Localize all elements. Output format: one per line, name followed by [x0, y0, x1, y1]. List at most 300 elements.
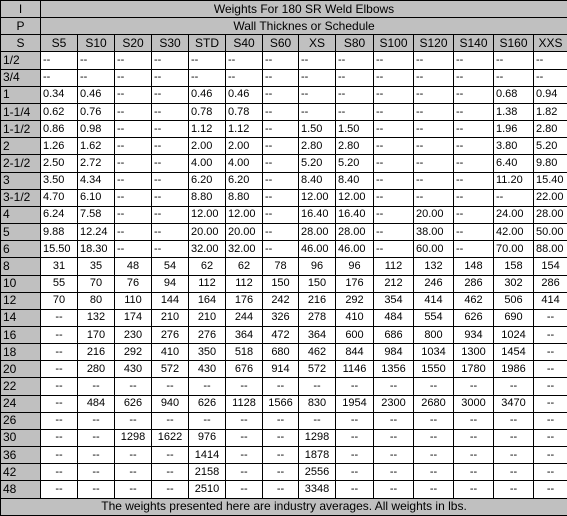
- weight-cell: --: [414, 138, 454, 155]
- weight-cell: --: [414, 69, 454, 86]
- weight-cell: --: [534, 378, 567, 395]
- weight-cell: --: [41, 429, 78, 446]
- weight-cell: --: [226, 52, 263, 69]
- weight-cell: --: [263, 103, 299, 120]
- weight-cell: 2.00: [189, 138, 226, 155]
- weight-cell: --: [454, 155, 494, 172]
- weight-cell: --: [152, 447, 189, 464]
- table-row: [1, 258, 567, 275]
- weight-cell: 280: [78, 361, 115, 378]
- weight-cell: 60.00: [414, 241, 454, 258]
- weight-cell: --: [189, 378, 226, 395]
- table-row: [1, 206, 567, 223]
- weight-cell: 2.80: [534, 121, 567, 138]
- weight-cell: --: [414, 412, 454, 429]
- weight-cell: --: [494, 464, 534, 481]
- weight-cell: 12.24: [78, 224, 115, 241]
- pipe-size-cell: 18: [1, 344, 41, 361]
- weight-cell: --: [263, 172, 299, 189]
- weight-cell: 1.62: [78, 138, 115, 155]
- weight-cell: --: [454, 241, 494, 258]
- weight-cell: --: [78, 464, 115, 481]
- weight-cell: 96: [336, 258, 374, 275]
- table-row: [1, 309, 567, 326]
- weight-cell: --: [152, 189, 189, 206]
- weight-cell: 88.00: [534, 241, 567, 258]
- weight-cell: 20.00: [414, 206, 454, 223]
- weight-cell: 1.50: [336, 121, 374, 138]
- weight-cell: --: [152, 52, 189, 69]
- weight-cell: 70: [41, 292, 78, 309]
- weight-cell: --: [534, 429, 567, 446]
- schedule-header: S80: [336, 35, 374, 52]
- weight-cell: --: [115, 138, 152, 155]
- weight-cell: --: [336, 447, 374, 464]
- weight-cell: 286: [454, 275, 494, 292]
- weight-cell: --: [78, 412, 115, 429]
- weight-cell: --: [374, 481, 414, 498]
- weight-cell: 354: [374, 292, 414, 309]
- weight-cell: --: [494, 481, 534, 498]
- weight-cell: 472: [263, 326, 299, 343]
- weight-cell: --: [374, 378, 414, 395]
- weight-cell: --: [152, 206, 189, 223]
- footer-note: The weights presented here are industry averages. All weights in lbs.: [1, 498, 567, 515]
- pipe-size-cell: 1-1/2: [1, 121, 41, 138]
- weight-cell: --: [189, 52, 226, 69]
- table-row: [1, 275, 567, 292]
- pipe-size-cell: 4: [1, 206, 41, 223]
- weight-cell: --: [374, 224, 414, 241]
- weight-cell: --: [115, 447, 152, 464]
- weight-cell: 216: [299, 292, 336, 309]
- weight-cell: 830: [299, 395, 336, 412]
- weight-cell: 242: [263, 292, 299, 309]
- schedule-header: S140: [454, 35, 494, 52]
- weight-cell: 1878: [299, 447, 336, 464]
- weight-cell: --: [41, 378, 78, 395]
- table-row: [1, 395, 567, 412]
- weight-cell: --: [454, 429, 494, 446]
- weight-cell: --: [454, 103, 494, 120]
- pipe-size-cell: 2-1/2: [1, 155, 41, 172]
- weight-cell: --: [263, 464, 299, 481]
- weight-cell: --: [226, 429, 263, 446]
- weight-cell: --: [454, 138, 494, 155]
- pipe-size-cell: 3: [1, 172, 41, 189]
- weight-cell: --: [494, 189, 534, 206]
- weight-cell: 6.40: [494, 155, 534, 172]
- weight-cell: --: [152, 241, 189, 258]
- weight-cell: 148: [454, 258, 494, 275]
- pipe-size-cell: 42: [1, 464, 41, 481]
- weight-cell: 1128: [226, 395, 263, 412]
- weight-cell: 1034: [414, 344, 454, 361]
- weight-cell: --: [78, 52, 115, 69]
- weight-cell: --: [374, 172, 414, 189]
- table-row: [1, 292, 567, 309]
- weight-cell: 46.00: [336, 241, 374, 258]
- weight-cell: 16.40: [299, 206, 336, 223]
- weight-cell: --: [41, 309, 78, 326]
- table-row: [1, 344, 567, 361]
- weight-cell: --: [414, 429, 454, 446]
- weight-cell: --: [41, 464, 78, 481]
- table-row: [1, 241, 567, 258]
- weight-cell: 12.00: [336, 189, 374, 206]
- weight-cell: --: [534, 326, 567, 343]
- weight-cell: 302: [494, 275, 534, 292]
- table-row: [1, 378, 567, 395]
- weight-cell: --: [152, 121, 189, 138]
- weight-cell: --: [115, 378, 152, 395]
- weight-cell: 112: [374, 258, 414, 275]
- weight-cell: 2.80: [336, 138, 374, 155]
- weight-cell: 94: [152, 275, 189, 292]
- footer-row: [1, 498, 567, 515]
- weight-cell: 572: [299, 361, 336, 378]
- weight-cell: 170: [78, 326, 115, 343]
- schedule-header: S160: [494, 35, 534, 52]
- weight-cell: --: [336, 69, 374, 86]
- weight-cell: 0.46: [78, 86, 115, 103]
- weight-cell: --: [374, 189, 414, 206]
- weight-cell: 276: [152, 326, 189, 343]
- weight-cell: --: [226, 481, 263, 498]
- weight-cell: 1.82: [534, 103, 567, 120]
- table-row: [1, 481, 567, 498]
- weight-cell: 572: [152, 361, 189, 378]
- weight-cell: 680: [263, 344, 299, 361]
- weight-cell: --: [454, 69, 494, 86]
- weight-cell: --: [152, 224, 189, 241]
- weight-cell: 32.00: [226, 241, 263, 258]
- weight-cell: 276: [189, 326, 226, 343]
- weight-cell: 15.50: [41, 241, 78, 258]
- weight-cell: 22.00: [534, 189, 567, 206]
- weight-cell: 0.86: [41, 121, 78, 138]
- weight-cell: 174: [115, 309, 152, 326]
- weight-cell: 42.00: [494, 224, 534, 241]
- table-row: [1, 138, 567, 155]
- weight-cell: --: [374, 464, 414, 481]
- weight-cell: --: [414, 121, 454, 138]
- weight-cell: --: [41, 344, 78, 361]
- weight-cell: 0.62: [41, 103, 78, 120]
- weight-cell: 154: [534, 258, 567, 275]
- weight-cell: 4.00: [189, 155, 226, 172]
- pipe-size-cell: 22: [1, 378, 41, 395]
- weight-cell: --: [494, 429, 534, 446]
- weight-cell: 8.80: [189, 189, 226, 206]
- weight-cell: --: [263, 189, 299, 206]
- weight-cell: 0.46: [189, 86, 226, 103]
- weight-cell: 80: [78, 292, 115, 309]
- weight-cell: 24.00: [494, 206, 534, 223]
- weight-cell: --: [299, 412, 336, 429]
- weight-cell: 62: [189, 258, 226, 275]
- weight-cell: --: [414, 447, 454, 464]
- weight-cell: --: [414, 378, 454, 395]
- weight-cell: --: [374, 155, 414, 172]
- table-body: [1, 1, 567, 516]
- weight-cell: 164: [189, 292, 226, 309]
- schedule-header: S20: [115, 35, 152, 52]
- weight-cell: --: [494, 69, 534, 86]
- schedule-header: XXS: [534, 35, 567, 52]
- table-row: [1, 155, 567, 172]
- weight-cell: 244: [226, 309, 263, 326]
- weight-cell: --: [115, 464, 152, 481]
- weight-cell: --: [374, 103, 414, 120]
- table-row: [1, 52, 567, 69]
- weight-cell: 12.00: [299, 189, 336, 206]
- weight-cell: 506: [494, 292, 534, 309]
- weight-cell: --: [534, 69, 567, 86]
- weight-cell: 3.80: [494, 138, 534, 155]
- weight-cell: 4.70: [41, 189, 78, 206]
- weight-cell: 364: [226, 326, 263, 343]
- weight-cell: 76: [115, 275, 152, 292]
- weight-cell: 2158: [189, 464, 226, 481]
- weight-cell: 110: [115, 292, 152, 309]
- weight-cell: 292: [336, 292, 374, 309]
- pipe-size-cell: 8: [1, 258, 41, 275]
- table-row: [1, 172, 567, 189]
- weight-cell: --: [41, 69, 78, 86]
- weight-cell: --: [494, 412, 534, 429]
- table-row: [1, 103, 567, 120]
- weight-cell: 3.50: [41, 172, 78, 189]
- weight-cell: 1566: [263, 395, 299, 412]
- table-row: [1, 224, 567, 241]
- weight-cell: 462: [454, 292, 494, 309]
- weight-cell: 5.20: [299, 155, 336, 172]
- pipe-size-cell: 1: [1, 86, 41, 103]
- weight-cell: --: [115, 52, 152, 69]
- weight-cell: 1780: [454, 361, 494, 378]
- weight-cell: 430: [115, 361, 152, 378]
- weight-cell: --: [336, 103, 374, 120]
- weight-cell: --: [115, 241, 152, 258]
- weight-cell: --: [263, 206, 299, 223]
- weight-cell: 626: [454, 309, 494, 326]
- weight-cell: 20.00: [226, 224, 263, 241]
- weight-cell: 0.46: [226, 86, 263, 103]
- weight-cell: --: [336, 464, 374, 481]
- weight-cell: --: [494, 447, 534, 464]
- weight-cell: 414: [414, 292, 454, 309]
- weight-cell: --: [299, 52, 336, 69]
- table-row: [1, 326, 567, 343]
- weight-cell: --: [263, 121, 299, 138]
- weight-cell: 2680: [414, 395, 454, 412]
- weight-cell: --: [226, 447, 263, 464]
- subtitle-row: [1, 18, 567, 35]
- weight-cell: 0.76: [78, 103, 115, 120]
- table-row: [1, 412, 567, 429]
- weight-cell: 1024: [494, 326, 534, 343]
- weight-cell: --: [263, 86, 299, 103]
- weight-cell: 8.40: [336, 172, 374, 189]
- pipe-size-cell: 3/4: [1, 69, 41, 86]
- weight-cell: 0.68: [494, 86, 534, 103]
- weight-cell: 150: [263, 275, 299, 292]
- weight-cell: --: [152, 172, 189, 189]
- weight-cell: --: [115, 224, 152, 241]
- weight-cell: 4.34: [78, 172, 115, 189]
- weight-cell: 62: [226, 258, 263, 275]
- pipe-size-cell: 5: [1, 224, 41, 241]
- weight-cell: 132: [414, 258, 454, 275]
- weight-cell: 112: [226, 275, 263, 292]
- weight-cell: 1298: [115, 429, 152, 446]
- weight-cell: --: [152, 481, 189, 498]
- weight-cell: 350: [189, 344, 226, 361]
- weight-cell: 246: [414, 275, 454, 292]
- size-header-i: I: [1, 1, 41, 18]
- weight-cell: 0.78: [189, 103, 226, 120]
- schedule-header: S40: [226, 35, 263, 52]
- weight-cell: --: [534, 412, 567, 429]
- weight-cell: --: [263, 378, 299, 395]
- weight-cell: 18.30: [78, 241, 115, 258]
- weight-cell: --: [115, 189, 152, 206]
- weight-cell: 112: [189, 275, 226, 292]
- weight-cell: --: [336, 429, 374, 446]
- weight-cell: --: [152, 69, 189, 86]
- weight-cell: 686: [374, 326, 414, 343]
- weight-cell: 31: [41, 258, 78, 275]
- weight-cell: --: [41, 361, 78, 378]
- weight-cell: --: [41, 326, 78, 343]
- weight-cell: 278: [299, 309, 336, 326]
- weight-cell: 144: [152, 292, 189, 309]
- weight-cell: 554: [414, 309, 454, 326]
- weight-cell: 286: [534, 275, 567, 292]
- weight-cell: 12.00: [189, 206, 226, 223]
- weight-cell: --: [336, 52, 374, 69]
- weight-cell: --: [152, 378, 189, 395]
- weight-cell: 96: [299, 258, 336, 275]
- weight-cell: 1.12: [189, 121, 226, 138]
- weight-cell: 20.00: [189, 224, 226, 241]
- weight-cell: 1622: [152, 429, 189, 446]
- weight-cell: --: [414, 103, 454, 120]
- weight-cell: 6.20: [189, 172, 226, 189]
- table-row: [1, 429, 567, 446]
- weight-cell: --: [454, 464, 494, 481]
- title-row: [1, 1, 567, 18]
- weight-cell: --: [115, 86, 152, 103]
- weight-cell: --: [414, 52, 454, 69]
- weight-cell: 50.00: [534, 224, 567, 241]
- weight-cell: 210: [189, 309, 226, 326]
- weight-cell: --: [78, 481, 115, 498]
- weight-cell: 626: [189, 395, 226, 412]
- weight-cell: --: [414, 481, 454, 498]
- weight-cell: --: [374, 138, 414, 155]
- weight-cell: --: [115, 155, 152, 172]
- weight-cell: 8.80: [226, 189, 263, 206]
- weight-cell: --: [152, 464, 189, 481]
- schedule-header: S60: [263, 35, 299, 52]
- weight-cell: 4.00: [226, 155, 263, 172]
- weight-cell: 12.00: [226, 206, 263, 223]
- pipe-size-cell: 14: [1, 309, 41, 326]
- weight-cell: --: [152, 86, 189, 103]
- weight-cell: --: [263, 52, 299, 69]
- weight-cell: --: [414, 464, 454, 481]
- weight-cell: --: [152, 412, 189, 429]
- weight-cell: --: [115, 103, 152, 120]
- weight-cell: 2510: [189, 481, 226, 498]
- weight-cell: 844: [336, 344, 374, 361]
- weight-cell: 55: [41, 275, 78, 292]
- weight-cell: 35: [78, 258, 115, 275]
- weight-cell: 216: [78, 344, 115, 361]
- weight-cell: --: [454, 121, 494, 138]
- weight-cell: 210: [152, 309, 189, 326]
- weight-cell: 2.80: [299, 138, 336, 155]
- weight-cell: --: [263, 69, 299, 86]
- weight-cell: 28.00: [299, 224, 336, 241]
- weight-cell: 600: [336, 326, 374, 343]
- weight-cell: 2556: [299, 464, 336, 481]
- weight-cell: 976: [189, 429, 226, 446]
- weight-cell: 3000: [454, 395, 494, 412]
- table-subtitle: Wall Thicknes or Schedule: [41, 18, 567, 35]
- weight-cell: --: [374, 69, 414, 86]
- weight-cell: --: [152, 155, 189, 172]
- weight-cell: --: [78, 429, 115, 446]
- weight-cell: --: [534, 309, 567, 326]
- pipe-size-cell: 26: [1, 412, 41, 429]
- weight-cell: --: [263, 412, 299, 429]
- weight-cell: --: [494, 52, 534, 69]
- weight-cell: --: [263, 138, 299, 155]
- weight-cell: --: [263, 429, 299, 446]
- weight-cell: 5.20: [534, 138, 567, 155]
- schedule-header: S100: [374, 35, 414, 52]
- pipe-size-cell: 3-1/2: [1, 189, 41, 206]
- weight-cell: 6.24: [41, 206, 78, 223]
- weight-cell: 70: [78, 275, 115, 292]
- weight-cell: 1146: [336, 361, 374, 378]
- weight-cell: 410: [152, 344, 189, 361]
- weight-cell: --: [534, 395, 567, 412]
- weight-cell: --: [414, 172, 454, 189]
- weight-cell: 914: [263, 361, 299, 378]
- weight-cell: 6.10: [78, 189, 115, 206]
- weight-cell: 2.50: [41, 155, 78, 172]
- weight-cell: --: [41, 395, 78, 412]
- weight-cell: --: [454, 86, 494, 103]
- weight-cell: 3348: [299, 481, 336, 498]
- weight-cell: 38.00: [414, 224, 454, 241]
- weight-cell: --: [189, 412, 226, 429]
- weight-cell: --: [299, 378, 336, 395]
- weight-cell: 0.78: [226, 103, 263, 120]
- weight-cell: 1.50: [299, 121, 336, 138]
- weight-cell: 484: [78, 395, 115, 412]
- weight-cell: 1300: [454, 344, 494, 361]
- weight-cell: --: [41, 412, 78, 429]
- weight-cell: 462: [299, 344, 336, 361]
- weight-cell: 176: [336, 275, 374, 292]
- size-header-s: S: [1, 35, 41, 52]
- weight-cell: 7.58: [78, 206, 115, 223]
